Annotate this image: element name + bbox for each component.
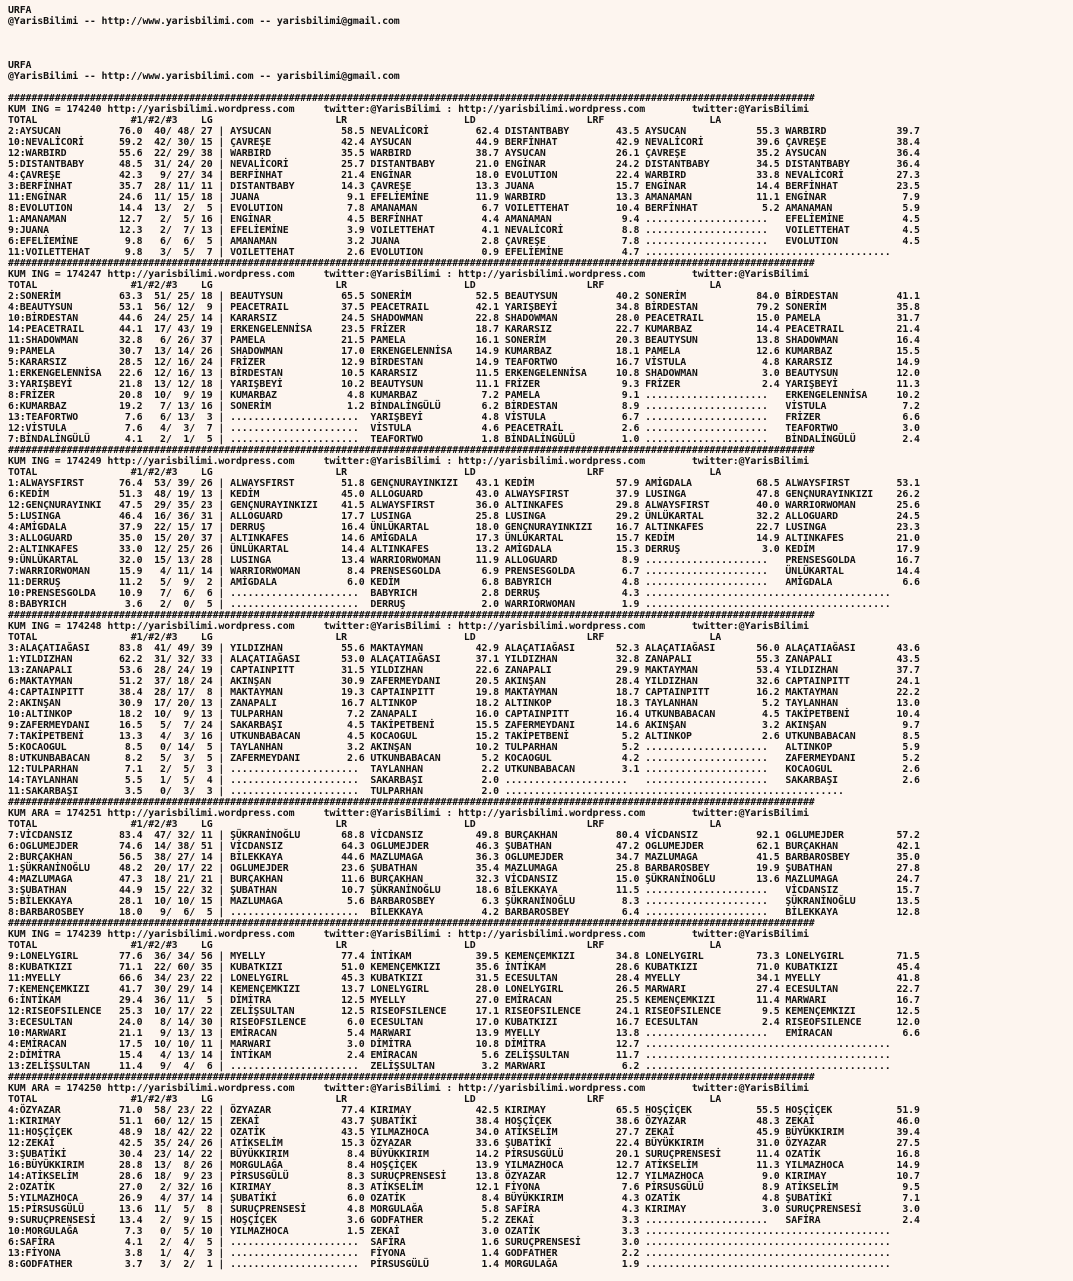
text-line: 11:ENGİNAR 24.6 11/ 15/ 18 | JUANA 9.1 EFELİEMİNE 11.9 WARBIRD 13.3 AMANAMAN 11.1 ENGİNAR 7.9 [8,192,920,203]
text-line: 3:ŞUBATHAN 44.9 15/ 22/ 32 | ŞUBATHAN 10.7 ŞÜKRANİNOĞLU 18.6 BİLEKKAYA 11.5 ..................... VİCDANSIZ 15.7 [8,885,920,896]
text-line: 11:SHADOWMAN 32.8 6/ 26/ 37 | PAMELA 21.5 PAMELA 16.1 SONERİM 20.3 BEAUTYSUN 13.8 SHADOWMAN 16.4 [8,335,920,346]
text-line: KUM ING = 174248 http://yarisbilimi.wordpress.com twitter:@YarisBilimi : http://yarisbilimi.wordpress.com twitter:@YarisBilimi [8,621,809,632]
text-line: KUM ING = 174239 http://yarisbilimi.wordpress.com twitter:@YarisBilimi : http://yarisbilimi.wordpress.com twitter:@YarisBilimi [8,929,809,940]
text-line: KUM ARA = 174250 http://yarisbilimi.wordpress.com twitter:@YarisBilimi : http://yarisbilimi.wordpress.com twitter:@YarisBilimi [8,1083,809,1094]
text-line: 3:BERFİNHAT 35.7 28/ 11/ 11 | DISTANTBABY 14.3 ÇAVREŞE 13.3 JUANA 15.7 ENGİNAR 14.4 BERFİNHAT 23.5 [8,181,920,192]
text-line: 5:YILMAZHOCA 26.9 4/ 37/ 14 | ŞUBATİKİ 6.0 OZATİK 8.4 BÜYÜKKIRIM 4.3 OZATİK 4.8 ŞUBATİKİ 7.1 [8,1193,920,1204]
text-line: 6:İNTİKAM 29.4 36/ 11/ 5 | DİMİTRA 12.5 MYELLY 27.0 EMİRACAN 25.5 KEMENÇEMKIZI 11.4 MARWARI 16.7 [8,995,920,1006]
text-line: ########################################################################################################################################## [8,93,815,104]
text-line: 12:WARBIRD 55.6 22/ 29/ 38 | WARBIRD 35.5 WARBIRD 38.7 AYSUCAN 26.1 ÇAVREŞE 35.2 AYSUCAN 36.4 [8,148,920,159]
text-line: TOTAL #1/#2/#3 LG LR LD LRF LA [8,1094,722,1105]
text-line: 1:ERKENGELENNİSA 22.6 12/ 16/ 13 | BİRDESTAN 10.5 KARARSIZ 11.5 ERKENGELENNİSA 10.8 SHADOWMAN 3.0 BEAUTYSUN 12.0 [8,368,920,379]
text-line: 10:BİRDESTAN 44.6 24/ 25/ 14 | KARARSIZ 24.5 SHADOWMAN 22.8 SHADOWMAN 28.0 PEACETRAIL 15.0 PAMELA 31.7 [8,313,920,324]
text-line: 8:EVOLUTION 14.4 13/ 2/ 5 | EVOLUTION 7.8 AMANAMAN 6.7 VOILETTEHAT 10.4 BERFİNHAT 5.2 AMANAMAN 5.9 [8,203,920,214]
text-line: 6:KUMARBAZ 19.2 7/ 13/ 16 | SONERİM 1.2 BİNDALİNGÜLÜ 6.2 BİRDESTAN 8.9 ..................... VİSTULA 7.2 [8,401,920,412]
text-line: ########################################################################################################################################## [8,610,815,621]
text-line: 14:PEACETRAIL 44.1 17/ 43/ 19 | ERKENGELENNİSA 23.5 FRİZER 18.7 KARARSIZ 22.7 KUMARBAZ 14.4 PEACETRAIL 21.4 [8,324,920,335]
text-line: 8:BABYRICH 3.6 2/ 0/ 5 | ...................... DERRUŞ 2.0 WARRIORWOMAN 1.9 .......................................... [8,599,891,610]
text-line: 12:GENÇNURAYINKI 47.5 29/ 35/ 23 | GENÇNURAYINKIZI 41.5 ALWAYSFIRST 36.0 ALTINKAFES 29.8 ALWAYSFIRST 40.0 WARRIORWOMAN 25.6 [8,500,920,511]
text-line: 3:ŞUBATİKİ 30.4 23/ 14/ 22 | BÜYÜKKIRIM 8.4 BÜYÜKKIRIM 14.2 PİRSUSGÜLÜ 20.1 SURUÇPRENSESİ 11.4 OZATİK 16.8 [8,1149,920,1160]
text-line: 1:ŞÜKRANİNOĞLU 48.2 20/ 17/ 22 | OGLUMEJDER 23.6 ŞUBATHAN 35.4 MAZLUMAGA 25.8 BARBAROSBEY 19.9 ŞUBATHAN 27.8 [8,863,920,874]
text-line: 9:JUANA 12.3 2/ 7/ 13 | EFELİEMİNE 3.9 VOILETTEHAT 4.1 NEVALİCORİ 8.8 ..................... VOILETTEHAT 4.5 [8,225,920,236]
text-line: 1:AMANAMAN 12.7 2/ 5/ 16 | ENGİNAR 4.5 BERFİNHAT 4.4 AMANAMAN 9.4 ..................... EFELİEMİNE 4.5 [8,214,920,225]
text-line: 3:ALLOGUARD 35.0 15/ 20/ 37 | ALTINKAFES 14.6 AMİGDALA 17.3 ÜNLÜKARTAL 15.7 KEDİM 14.9 ALTINKAFES 21.0 [8,533,920,544]
text-line: TOTAL #1/#2/#3 LG LR LD LRF LA [8,467,722,478]
text-line: 12:RISEOFSILENCE 25.3 10/ 17/ 22 | ZELİŞSULTAN 12.5 RISEOFSILENCE 17.1 RISEOFSILENCE 24.1 RISEOFSILENCE 9.5 KEMENÇEMKIZI 12.5 [8,1006,920,1017]
text-line: 5:BİLEKKAYA 28.1 10/ 10/ 15 | MAZLUMAGA 5.6 BARBAROSBEY 6.3 ŞÜKRANİNOĞLU 8.3 ..................... ŞÜKRANİNOĞLU 13.5 [8,896,920,907]
text-line: URFA [8,5,32,16]
text-line: 2:ALTINKAFES 33.0 12/ 25/ 26 | ÜNLÜKARTAL 14.4 ALTINKAFES 13.2 AMİGDALA 15.3 DERRUŞ 3.0 KEDİM 17.9 [8,544,920,555]
text-line: 3:ALAÇATIAĞASI 83.8 41/ 49/ 39 | YILDIZHAN 55.6 MAKTAYMAN 42.9 ALAÇATIAĞASI 52.3 ALAÇATIAĞASI 56.0 ALAÇATIAĞASI 43.6 [8,643,920,654]
text-line: 8:UTKUNBABACAN 8.2 5/ 3/ 5 | ZAFERMEYDANI 2.6 UTKUNBABACAN 5.2 KOCAOGUL 4.2 ..................... ZAFERMEYDANI 5.2 [8,753,920,764]
text-line: 4:BEAUTYSUN 53.1 56/ 12/ 9 | PEACETRAIL 37.5 PEACETRAIL 42.1 YARIŞBEYİ 34.8 BİRDESTAN 79.2 SONERİM 35.8 [8,302,920,313]
text-line: 10:PRENSESGOLDA 10.9 7/ 6/ 6 | ...................... BABYRICH 2.8 DERRUŞ 4.3 .......................................... [8,588,891,599]
text-line: 10:NEVALİCORİ 59.2 42/ 30/ 15 | ÇAVREŞE 42.4 AYSUCAN 44.9 BERFİNHAT 42.9 NEVALİCORİ 39.6 ÇAVREŞE 38.4 [8,137,920,148]
text-line: KUM ARA = 174251 http://yarisbilimi.wordpress.com twitter:@YarisBilimi : http://yarisbilimi.wordpress.com twitter:@YarisBilimi [8,808,809,819]
text-line: 11:HOŞÇİÇEK 48.9 18/ 42/ 22 | OZATİK 43.5 YILMAZHOCA 34.0 ATİKSELİM 27.7 ZEKAİ 45.9 BÜYÜKKIRIM 39.4 [8,1127,920,1138]
text-line: 2:BURÇAKHAN 56.5 38/ 27/ 14 | BİLEKKAYA 44.6 MAZLUMAGA 36.3 OGLUMEJDER 34.7 MAZLUMAGA 41.5 BARBAROSBEY 35.0 [8,852,920,863]
text-line: 9:LONELYGIRL 77.6 36/ 34/ 56 | MYELLY 77.4 İNTİKAM 39.5 KEMENÇEMKIZI 34.8 LONELYGIRL 73.3 LONELYGIRL 71.5 [8,951,920,962]
text-line: 8:KUBATKIZI 71.1 22/ 60/ 35 | KUBATKIZI 51.0 KEMENÇEMKIZI 35.6 İNTİKAM 28.6 KUBATKIZI 71.0 KUBATKIZI 45.4 [8,962,920,973]
text-line: 11:SAKARBAŞI 3.5 0/ 3/ 3 | ...................... TULPARHAN 2.0 .......................................................... [8,786,844,797]
text-line: 3:YARIŞBEYİ 21.8 13/ 12/ 18 | YARIŞBEYİ 10.2 BEAUTYSUN 11.1 FRİZER 9.3 FRİZER 2.4 YARIŞBEYİ 11.3 [8,379,920,390]
text-line: ########################################################################################################################################## [8,445,815,456]
text-line: 4:AMİGDALA 37.9 22/ 15/ 17 | DERRUŞ 16.4 ÜNLÜKARTAL 18.0 GENÇNURAYINKIZI 16.7 ALTINKAFES 22.7 LUSINGA 23.3 [8,522,920,533]
text-line: 11:DERRUŞ 11.2 5/ 9/ 2 | AMİGDALA 6.0 KEDİM 6.8 BABYRICH 4.8 ..................... AMİGDALA 6.6 [8,577,920,588]
text-line: 8:BARBAROSBEY 18.0 9/ 6/ 5 | ...................... BİLEKKAYA 4.2 BARBAROSBEY 6.4 ..................... BİLEKKAYA 12.8 [8,907,920,918]
text-line: 2:DİMİTRA 15.4 4/ 13/ 14 | İNTİKAM 2.4 EMİRACAN 5.6 ZELİŞSULTAN 11.7 .......................................... [8,1050,891,1061]
text-line: 12:ZEKAİ 42.5 35/ 24/ 26 | ATİKSELİM 15.3 ÖZYAZAR 33.6 ŞUBATİKİ 22.4 BÜYÜKKIRIM 31.0 ÖZYAZAR 27.5 [8,1138,920,1149]
text-line: 8:FRİZER 20.8 10/ 9/ 19 | KUMARBAZ 4.8 KUMARBAZ 7.2 PAMELA 9.1 ..................... ERKENGELENNİSA 10.2 [8,390,920,401]
text-line: 13:ZELİŞSULTAN 11.4 9/ 4/ 6 | ...................... ZELİŞSULTAN 3.2 MARWARI 6.2 .......................................... [8,1061,891,1072]
text-line [8,38,1065,49]
text-line: 11:MYELLY 66.6 34/ 23/ 22 | LONELYGIRL 45.3 KUBATKIZI 31.5 ECESULTAN 28.4 MYELLY 34.1 MYELLY 41.8 [8,973,920,984]
text-line: 16:BÜYÜKKIRIM 28.8 13/ 8/ 26 | MORGULAĞA 8.4 HOŞÇİÇEK 13.9 YILMAZHOCA 12.7 ATİKSELİM 11.3 YILMAZHOCA 14.9 [8,1160,920,1171]
text-line: 1:YILDIZHAN 62.2 31/ 32/ 33 | ALAÇATIAĞASI 53.0 ALAÇATIAĞASI 37.1 YILDIZHAN 32.8 ZANAPALI 55.3 ZANAPALI 43.5 [8,654,920,665]
text-line: KUM ING = 174240 http://yarisbilimi.wordpress.com twitter:@YarisBilimi : http://yarisbilimi.wordpress.com twitter:@YarisBilimi [8,104,809,115]
text-line: 10:ALTINKOP 18.2 10/ 9/ 13 | TULPARHAN 7.2 ZANAPALI 16.0 CAPTAINPITT 16.4 UTKUNBABACAN 4.5 TAKİPETBENİ 10.4 [8,709,920,720]
text-line: TOTAL #1/#2/#3 LG LR LD LRF LA [8,632,722,643]
text-line: 8:GODFATHER 3.7 3/ 2/ 1 | ...................... PİRSUSGÜLÜ 1.4 MORGULAĞA 1.9 .......................................... [8,1259,891,1270]
text-line: TOTAL #1/#2/#3 LG LR LD LRF LA [8,940,722,951]
text-line: 7:WARRIORWOMAN 15.9 4/ 11/ 14 | WARRIORWOMAN 8.4 PRENSESGOLDA 6.9 PRENSESGOLDA 6.7 ..................... ÜNLÜKARTAL 14.4 [8,566,920,577]
text-line: 7:BİNDALİNGÜLÜ 4.1 2/ 1/ 5 | ...................... TEAFORTWO 1.8 BİNDALİNGÜLÜ 1.0 ..................... BİNDALİNGÜLÜ 2.4 [8,434,920,445]
text-line: 9:PAMELA 30.7 13/ 14/ 26 | SHADOWMAN 17.0 ERKENGELENNİSA 14.9 KUMARBAZ 18.1 PAMELA 12.6 KUMARBAZ 15.5 [8,346,920,357]
text-line: 4:ÖZYAZAR 71.0 58/ 23/ 22 | ÖZYAZAR 77.4 KIRIMAY 42.5 KIRIMAY 65.5 HOŞÇİÇEK 55.5 HOŞÇİÇEK 51.9 [8,1105,920,1116]
text-line: 5:DISTANTBABY 48.5 31/ 24/ 20 | NEVALİCORİ 25.7 DISTANTBABY 21.0 ENGİNAR 24.2 DISTANTBABY 34.5 DISTANTBABY 36.4 [8,159,920,170]
text-line: 2:SONERİM 63.3 51/ 25/ 18 | BEAUTYSUN 65.5 SONERİM 52.5 BEAUTYSUN 40.2 SONERİM 84.0 BİRDESTAN 41.1 [8,291,920,302]
text-line: 9:ÜNLÜKARTAL 32.0 15/ 13/ 28 | LUSINGA 13.4 WARRIORWOMAN 11.9 ALLOGUARD 8.9 ..................... PRENSESGOLDA 16.7 [8,555,920,566]
text-line: KUM ING = 174249 http://yarisbilimi.wordpress.com twitter:@YarisBilimi : http://yarisbilimi.wordpress.com twitter:@YarisBilimi [8,456,809,467]
text-line: 12:VİSTULA 7.6 4/ 3/ 7 | ...................... VİSTULA 4.6 PEACETRAİL 2.6 ..................... TEAFORTWO 3.0 [8,423,920,434]
text-line: 2:OZATİK 27.0 2/ 32/ 16 | KIRIMAY 8.3 ATİKSELİM 12.1 FİYONA 7.6 PİRSUSGÜLÜ 8.9 ATİKSELİM 9.5 [8,1182,920,1193]
text-line: ########################################################################################################################################## [8,797,815,808]
text-line: 6:OGLUMEJDER 74.6 14/ 38/ 51 | VİCDANSIZ 64.3 OGLUMEJDER 46.3 ŞUBATHAN 47.2 OGLUMEJDER 62.1 BURÇAKHAN 42.1 [8,841,920,852]
text-line: 14:TAYLANHAN 5.5 1/ 5/ 4 | ...................... SAKARBAŞI 2.0 ..................... ..................... SAKARBAŞI 2.6 [8,775,920,786]
text-line: @YarisBilimi -- http://www.yarisbilimi.com -- yarisbilimi@gmail.com [8,71,400,82]
text-line: TOTAL #1/#2/#3 LG LR LD LRF LA [8,115,722,126]
text-line: 13:FİYONA 3.8 1/ 4/ 3 | ...................... FİYONA 1.4 GODFATHER 2.2 .......................................... [8,1248,891,1259]
text-line [8,49,1065,60]
text-line: 5:KARARSIZ 28.5 12/ 16/ 24 | FRİZER 12.9 BİRDESTAN 14.9 TEAFORTWO 16.7 VİSTULA 4.8 KARARSIZ 14.9 [8,357,920,368]
text-line: ########################################################################################################################################## [8,1072,815,1083]
text-line: 5:LUSINGA 46.4 16/ 36/ 31 | ALLOGUARD 17.7 LUSINGA 25.8 LUSINGA 29.2 ÜNLÜKARTAL 32.2 ALLOGUARD 24.5 [8,511,920,522]
text-line: @YarisBilimi -- http://www.yarisbilimi.com -- yarisbilimi@gmail.com [8,16,400,27]
text-line: 1:KIRIMAY 51.1 60/ 12/ 15 | ZEKAİ 43.7 ŞUBATİKİ 38.4 HOŞÇİÇEK 38.6 ÖZYAZAR 48.3 ZEKAİ 46.0 [8,1116,920,1127]
text-line: 3:ECESULTAN 24.0 8/ 14/ 30 | RISEOFSILENCE 6.0 ECESULTAN 17.0 KUBATKIZI 16.7 ECESULTAN 2.4 RISEOFSILENCE 12.0 [8,1017,920,1028]
text-line: KUM ING = 174247 http://yarisbilimi.wordpress.com twitter:@YarisBilimi : http://yarisbilimi.wordpress.com twitter:@YarisBilimi [8,269,809,280]
text-line: TOTAL #1/#2/#3 LG LR LD LRF LA [8,819,722,830]
text-line: 5:KOCAOGUL 8.5 0/ 14/ 5 | TAYLANHAN 3.2 AKINŞAN 10.2 TULPARHAN 5.2 ..................... ALTINKOP 5.9 [8,742,920,753]
text-line: 14:ATİKSELİM 28.6 18/ 9/ 23 | PİRSUSGÜLÜ 8.3 SURUÇPRENSESİ 13.8 ÖZYAZAR 12.7 YILMAZHOCA 9.0 KIRIMAY 10.7 [8,1171,920,1182]
text-line: 2:AKINŞAN 30.9 17/ 20/ 13 | ZANAPALI 16.7 ALTINKOP 18.2 ALTINKOP 18.3 TAYLANHAN 5.2 TAYLANHAN 13.0 [8,698,920,709]
text-line: 4:ÇAVREŞE 42.3 9/ 27/ 34 | BERFİNHAT 21.4 ENGİNAR 18.0 EVOLUTION 22.4 WARBIRD 33.8 NEVALİCORİ 27.3 [8,170,920,181]
text-line: ########################################################################################################################################## [8,918,815,929]
text-line: 13:TEAFORTWO 7.6 6/ 13/ 3 | ...................... YARIŞBEYİ 4.8 VİSTULA 6.7 ..................... FRİZER 6.6 [8,412,920,423]
text-line: 15:PİRSUSGÜLÜ 13.6 11/ 5/ 8 | SURUÇPRENSESİ 4.8 MORGULAĞA 5.8 SAFİRA 4.3 KIRIMAY 3.0 SURUÇPRENSESİ 3.0 [8,1204,920,1215]
text-line: 10:MORGULAĞA 7.3 0/ 5/ 10 | YILMAZHOCA 1.5 ZEKAİ 3.0 OZATİK 3.3 .......................................... [8,1226,891,1237]
text-line: 4:CAPTAINPITT 38.4 28/ 17/ 8 | MAKTAYMAN 19.3 CAPTAINPITT 19.8 MAKTAYMAN 18.7 CAPTAINPITT 16.2 MAKTAYMAN 22.2 [8,687,920,698]
text-line [8,27,1065,38]
text-line: TOTAL #1/#2/#3 LG LR LD LRF LA [8,280,722,291]
text-line: 6:EFELİEMİNE 9.8 6/ 6/ 5 | AMANAMAN 3.2 JUANA 2.8 ÇAVREŞE 7.8 ..................... EVOLUTION 4.5 [8,236,920,247]
text-line: 1:ALWAYSFIRST 76.4 53/ 39/ 26 | ALWAYSFIRST 51.8 GENÇNURAYINKIZI 43.1 KEDİM 57.9 AMİGDALA 68.5 ALWAYSFIRST 53.1 [8,478,920,489]
text-line: URFA [8,60,32,71]
text-line: 11:VOILETTEHAT 9.8 3/ 5/ 7 | VOILETTEHAT 2.6 EVOLUTION 0.9 EFELİEMİNE 4.7 .......................................... [8,247,891,258]
text-line: 7:VİCDANSIZ 83.4 47/ 32/ 11 | ŞÜKRANİNOĞLU 68.8 VİCDANSIZ 49.8 BURÇAKHAN 80.4 VİCDANSIZ 92.1 OGLUMEJDER 57.2 [8,830,920,841]
text-line: 7:KEMENÇEMKIZI 41.7 30/ 29/ 14 | KEMENÇEMKIZI 13.7 LONELYGIRL 28.0 LONELYGIRL 26.5 MARWARI 27.4 ECESULTAN 22.7 [8,984,920,995]
text-line: 6:KEDİM 51.3 48/ 19/ 13 | KEDİM 45.0 ALLOGUARD 43.0 ALWAYSFIRST 37.9 LUSINGA 47.8 GENÇNURAYINKIZI 26.2 [8,489,920,500]
text-line: 9:ZAFERMEYDANI 16.5 5/ 7/ 24 | SAKARBAŞI 4.5 TAKİPETBENİ 15.5 ZAFERMEYDANI 14.6 AKINŞAN 3.2 AKINŞAN 9.7 [8,720,920,731]
text-line: 2:AYSUCAN 76.0 40/ 48/ 27 | AYSUCAN 58.5 NEVALİCORİ 62.4 DISTANTBABY 43.5 AYSUCAN 55.3 WARBIRD 39.7 [8,126,920,137]
text-line: 4:MAZLUMAGA 47.3 18/ 21/ 21 | BURÇAKHAN 11.6 BURÇAKHAN 32.3 VİCDANSIZ 15.0 ŞÜKRANİNOĞLU 13.6 MAZLUMAGA 24.7 [8,874,920,885]
text-line: 9:SURUÇPRENSESİ 13.4 2/ 9/ 15 | HOŞÇİÇEK 3.6 GODFATHER 5.2 ZEKAİ 3.3 ..................... SAFİRA 2.4 [8,1215,920,1226]
text-line: 6:SAFİRA 4.1 2/ 4/ 5 | ...................... SAFİRA 1.6 SURUÇPRENSESİ 3.0 .......................................... [8,1237,891,1248]
text-line: 13:ZANAPALI 53.6 28/ 24/ 19 | CAPTAINPITT 31.5 YILDIZHAN 22.6 ZANAPALI 29.9 MAKTAYMAN 53.4 YILDIZHAN 37.7 [8,665,920,676]
text-line: ########################################################################################################################################## [8,258,815,269]
text-line: 4:EMİRACAN 17.5 10/ 10/ 11 | MARWARI 3.0 DİMİTRA 10.8 DİMİTRA 12.7 .......................................... [8,1039,891,1050]
text-line [8,82,1065,93]
text-line: 7:TAKİPETBENİ 13.3 4/ 3/ 16 | UTKUNBABACAN 4.5 KOCAOGUL 15.2 TAKİPETBENİ 5.2 ALTINKOP 2.6 UTKUNBABACAN 8.5 [8,731,920,742]
text-line: 6:MAKTAYMAN 51.2 37/ 18/ 24 | AKINŞAN 30.9 ZAFERMEYDANI 20.5 AKINŞAN 28.4 YILDIZHAN 32.6 CAPTAINPITT 24.1 [8,676,920,687]
text-line: 12:TULPARHAN 7.1 2/ 5/ 3 | ...................... TAYLANHAN 2.2 UTKUNBABACAN 3.1 ..................... KOCAOGUL 2.6 [8,764,920,775]
text-line: 10:MARWARI 21.1 9/ 13/ 13 | EMİRACAN 5.4 MARWARI 13.9 MYELLY 13.8 ..................... EMİRACAN 6.6 [8,1028,920,1039]
